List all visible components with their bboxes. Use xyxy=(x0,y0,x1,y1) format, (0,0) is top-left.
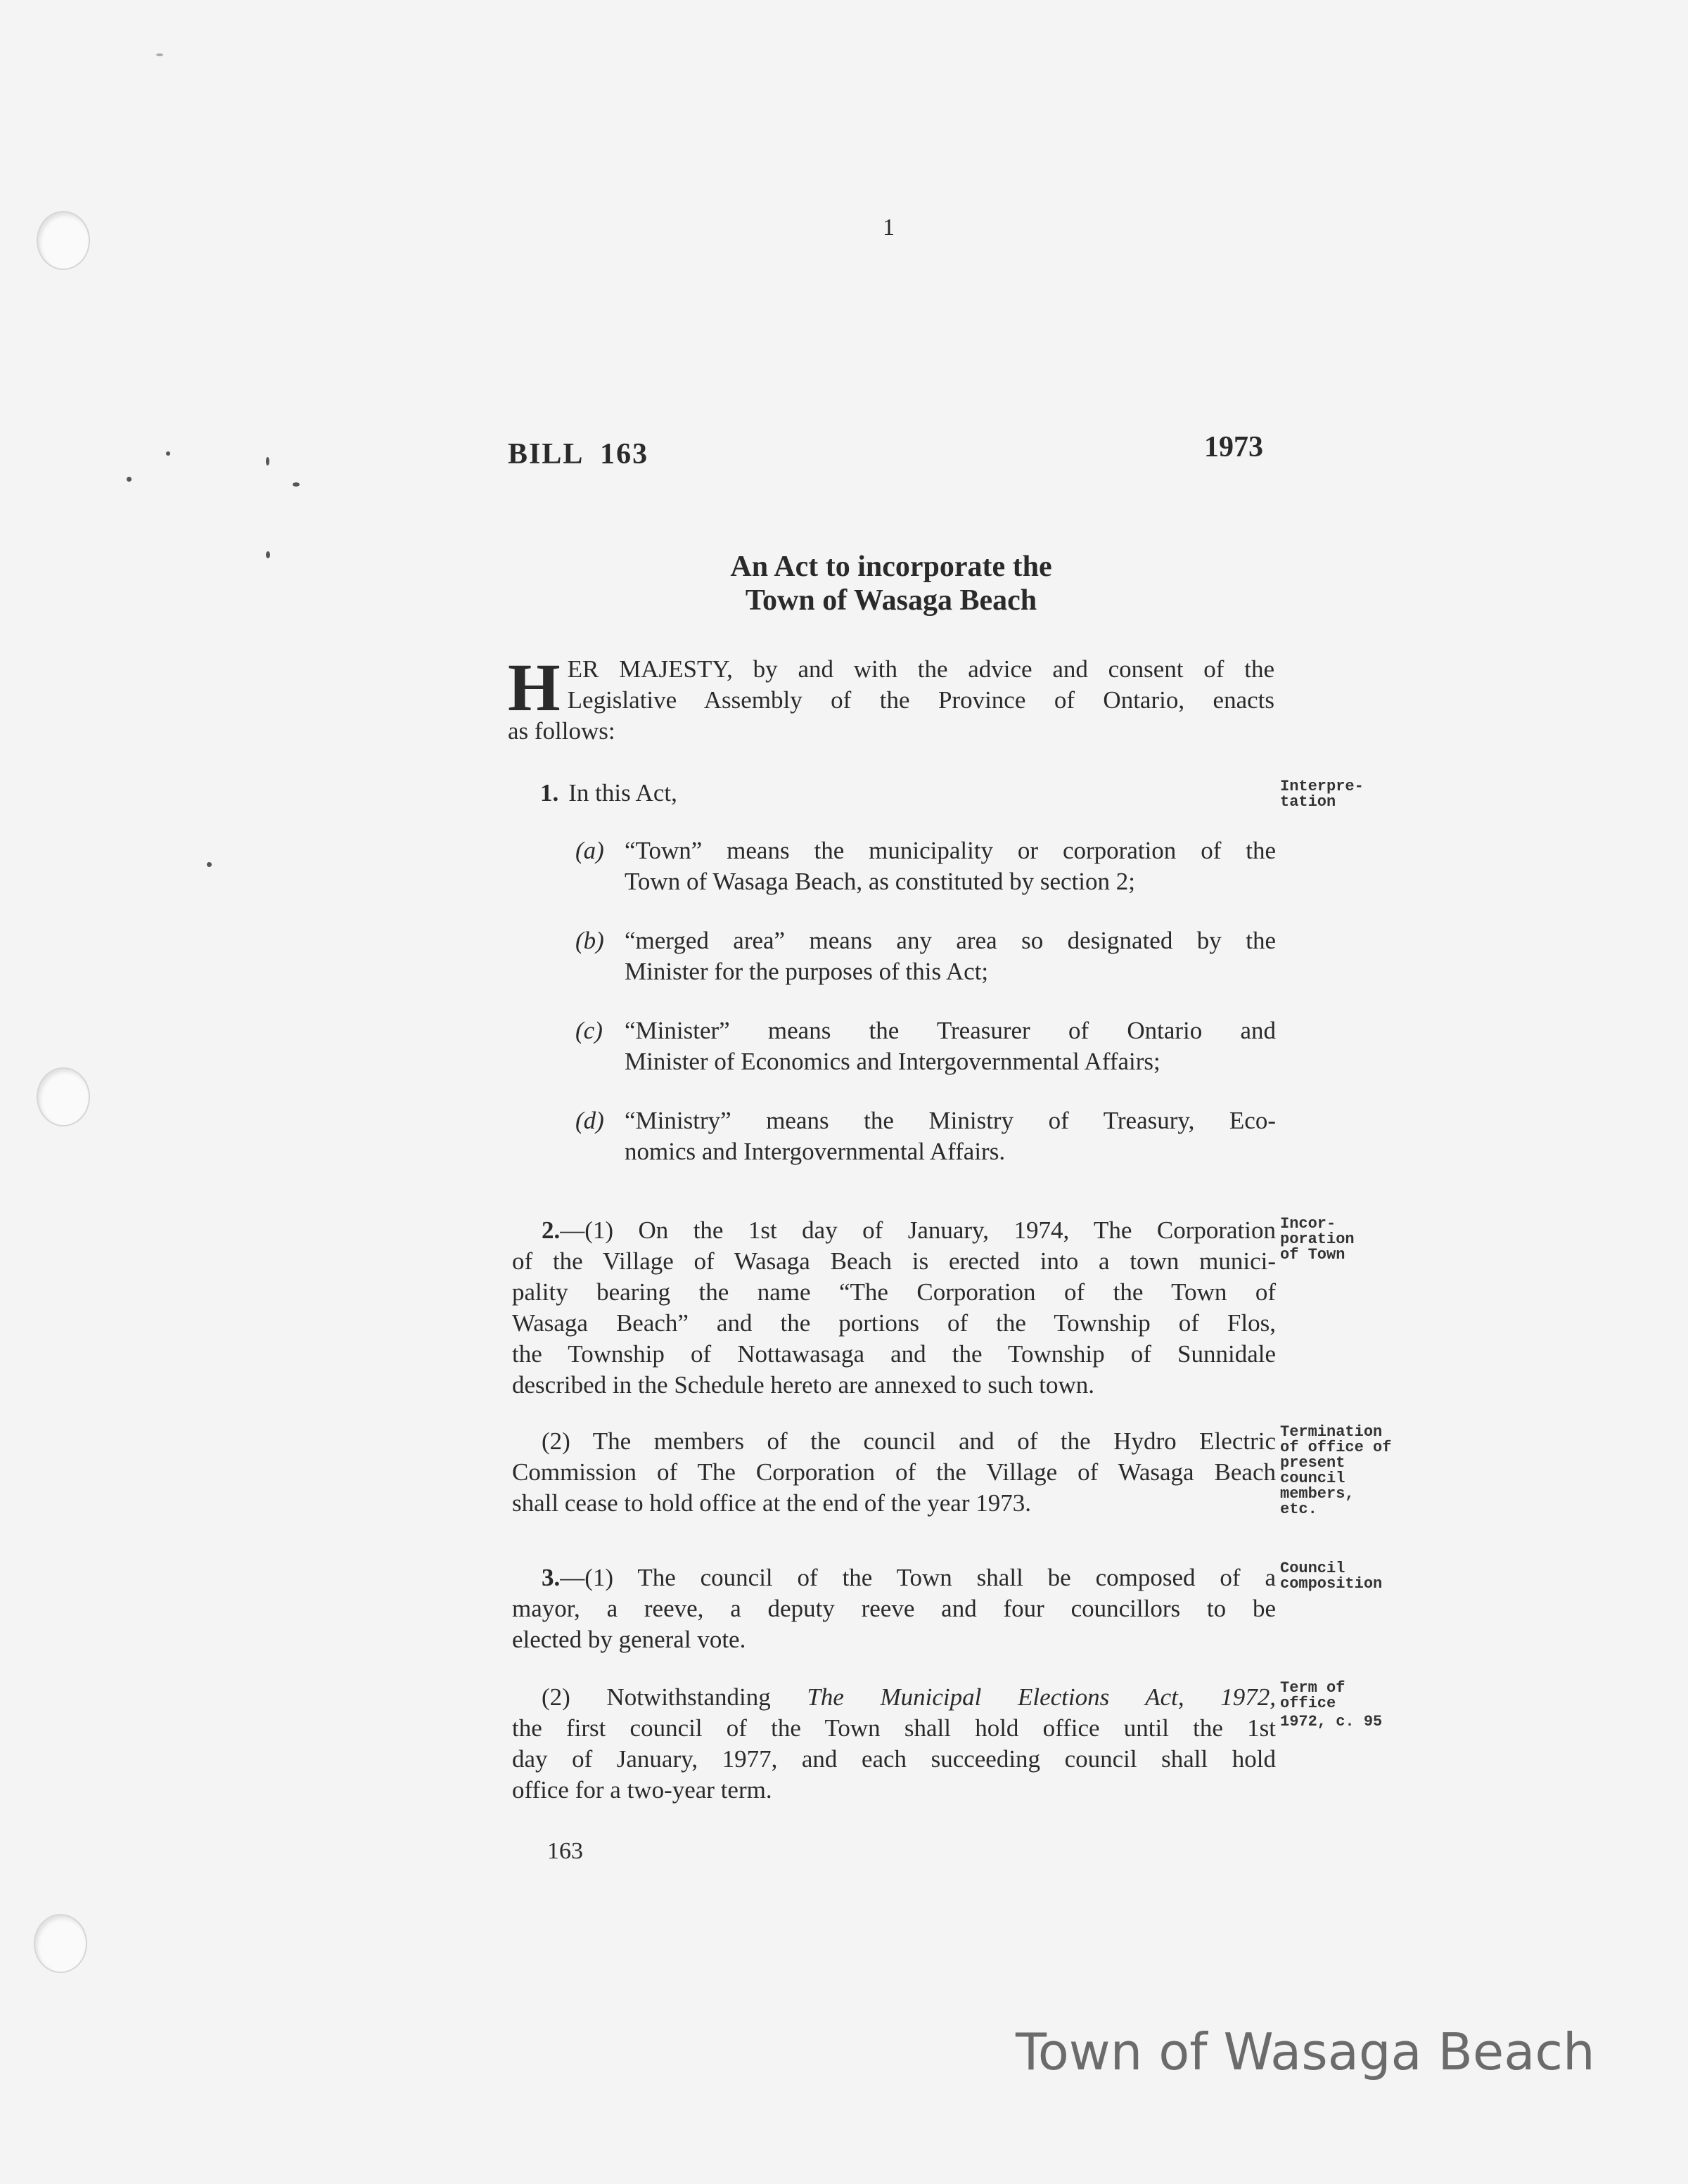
bill-number: BILL 163 xyxy=(508,438,649,470)
paper-speck xyxy=(207,862,212,867)
footer-bill-number: 163 xyxy=(547,1838,583,1864)
section-3-subsection-1: 3.—(1) The council of the Town shall be composed of a mayor, a reeve, a deputy reeve and four councillors to be elected by general vote. xyxy=(512,1564,1276,1653)
section-1-heading xyxy=(540,779,677,807)
paper-speck xyxy=(127,477,132,482)
definition-a: (a) “Town” means the municipality or corporation of the Town of Wasaga Beach, as constituted by section 2; xyxy=(575,837,1276,895)
binder-hole-bottom xyxy=(34,1914,87,1973)
side-note-term-of-office: Term of office 1972, c. 95 xyxy=(1280,1679,1383,1730)
enacting-line: ER MAJESTY, by and with the advice and consent of the xyxy=(567,655,1274,683)
side-note-council-composition: Council composition xyxy=(1280,1560,1383,1593)
definition-label: (b) xyxy=(575,927,604,954)
section-text: In this Act, xyxy=(568,779,677,807)
section-3-subsection-2: (2) Notwithstanding The Municipal Elections Act, 1972, the first council of the Town shall hold office until the 1st day of January, 1977, and each succeeding council shall hold office for a two-year term. xyxy=(512,1683,1276,1804)
binder-hole-top xyxy=(37,211,90,270)
drop-cap: H xyxy=(508,650,561,725)
enacting-line: Legislative Assembly of the Province of Ontario, enacts xyxy=(567,686,1274,714)
act-title-line-1: An Act to incorporate the xyxy=(730,551,1052,583)
page-number-top: 1 xyxy=(883,214,895,240)
act-title-line-2: Town of Wasaga Beach xyxy=(745,584,1037,617)
paper-speck xyxy=(293,482,300,487)
definition-c: (c) “Minister” means the Treasurer of Ontario and Minister of Economics and Intergovernmental Affairs; xyxy=(575,1017,1276,1075)
enacting-clause xyxy=(508,650,1274,747)
definition-label: (a) xyxy=(575,837,604,864)
enacting-line: as follows: xyxy=(508,717,615,745)
paper-speck xyxy=(166,451,170,456)
binder-hole-middle xyxy=(37,1067,90,1126)
paper-speck xyxy=(156,53,163,56)
statute-citation: The Municipal Elections Act, 1972, xyxy=(807,1683,1276,1711)
paper-speck xyxy=(266,551,270,558)
side-note-termination: Termination of office of present council members, etc. xyxy=(1280,1423,1392,1518)
watermark-text: Town of Wasaga Beach xyxy=(1016,2022,1595,2081)
side-note-interpretation: Interpre- tation xyxy=(1280,778,1364,811)
section-2-subsection-2: (2) The members of the council and of the Hydro Electric Commission of The Corporation of the Village of Wasaga Beach shall cease to hold office at the end of the year 1973. xyxy=(512,1427,1276,1517)
definition-d: (d) “Ministry” means the Ministry of Treasury, Eco- nomics and Intergovernmental Affairs. xyxy=(575,1107,1276,1165)
bill-year: 1973 xyxy=(1204,431,1263,463)
act-title xyxy=(508,550,1274,617)
section-2-subsection-1: 2.—(1) On the 1st day of January, 1974, The Corporation of the Village of Wasaga Beach is erected into a town munici- pality bearing the name “The Corporation of the Town of Wasaga Beach” and the portions of the Township of Flos, the Township of Nottawasaga and the Township of Sunnidale described in the Schedule hereto are annexed to such town. xyxy=(512,1216,1276,1399)
definition-label: (c) xyxy=(575,1017,603,1044)
definition-label: (d) xyxy=(575,1107,604,1134)
section-number: 3. xyxy=(542,1564,561,1591)
section-number: 1. xyxy=(540,779,559,807)
side-note-incorporation: Incor- poration of Town xyxy=(1280,1215,1355,1264)
section-number: 2. xyxy=(542,1216,561,1244)
definition-b: (b) “merged area” means any area so designated by the Minister for the purposes of this Act; xyxy=(575,927,1276,985)
paper-speck xyxy=(266,457,269,465)
